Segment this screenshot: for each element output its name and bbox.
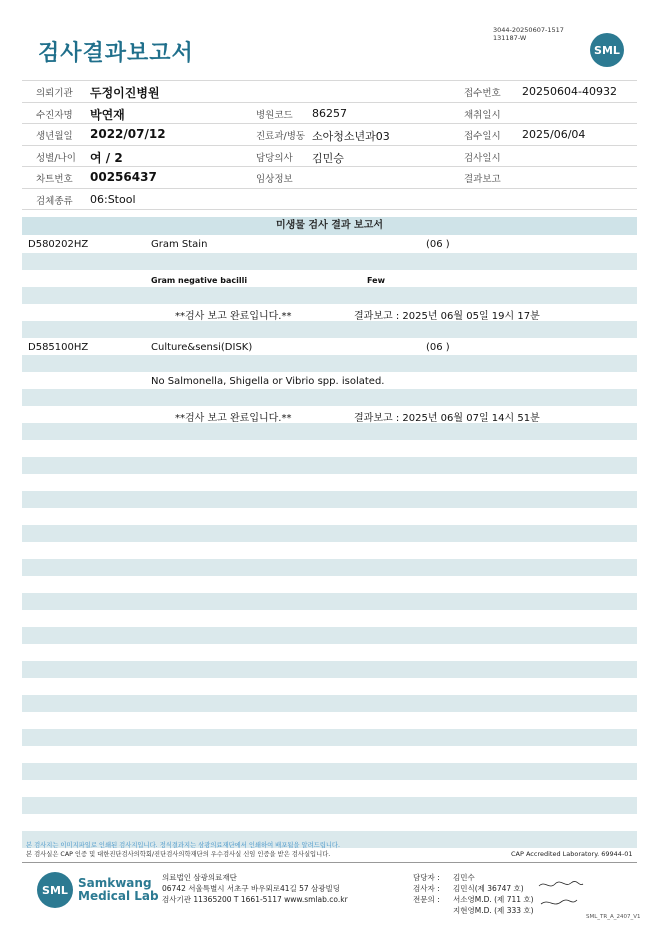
report-title: 검사결과보고서 xyxy=(38,41,194,66)
form-code: SML_TR_A_2407_V1 xyxy=(586,914,641,920)
test-code: D585100HZ xyxy=(28,342,89,353)
info-value: 두정이진병원 xyxy=(90,86,160,100)
info-value: 여 / 2 xyxy=(90,150,123,165)
footer-notice xyxy=(26,841,340,859)
info-row xyxy=(22,167,637,189)
row-stripe xyxy=(22,797,637,814)
footer-divider xyxy=(22,862,637,863)
row-stripe xyxy=(22,661,637,678)
info-label: 접수번호 xyxy=(464,88,501,99)
report-complete-message: **검사 보고 완료입니다.** xyxy=(175,413,292,424)
info-label: 임상정보 xyxy=(256,174,293,185)
staff-row xyxy=(413,894,534,905)
document-id-line2: 131187-W xyxy=(493,34,527,42)
result-amount: Few xyxy=(367,276,385,285)
staff-name: 서소영M.D. (제 711 호) xyxy=(453,895,534,904)
cap-accreditation: CAP Accredited Laboratory. 69944-01 xyxy=(511,850,633,858)
certification-notice: 본 검사실은 CAP 인증 및 대한진단검사의학회/진단검사의학재단의 우수검사실 신임 인증을 받은 검사실입니다. xyxy=(26,851,331,858)
lab-name: 의료법인 삼광의료재단 xyxy=(162,873,237,882)
info-value: 박연재 xyxy=(90,107,125,122)
row-stripe xyxy=(22,423,637,440)
test-code: D580202HZ xyxy=(28,239,89,250)
info-value: 20250604-40932 xyxy=(522,85,617,98)
info-row xyxy=(22,80,637,103)
row-stripe xyxy=(22,763,637,780)
info-row xyxy=(22,124,637,146)
info-value: 2022/07/12 xyxy=(90,127,166,141)
staff-row xyxy=(413,872,534,883)
info-label: 병원코드 xyxy=(256,109,293,121)
row-stripe xyxy=(22,593,637,610)
staff-role: 검사자 : xyxy=(413,884,440,893)
staff-name: 지현영M.D. (제 333 호) xyxy=(453,906,534,915)
document-id-line1: 3044-20250607-1517 xyxy=(493,26,564,34)
brand-name xyxy=(78,877,159,903)
row-stripe xyxy=(22,355,637,372)
row-stripe xyxy=(22,287,637,304)
image-print-notice: 본 검사지는 이미지파일로 인쇄된 검사지입니다. 정식결과지는 삼광의료재단에서 인쇄하여 배포됨을 알려드립니다. xyxy=(26,842,340,849)
info-label: 결과보고 xyxy=(464,174,501,185)
info-label: 생년월일 xyxy=(36,131,73,142)
report-datetime: 결과보고 : 2025년 06월 07일 14시 51분 xyxy=(354,413,540,424)
row-stripe xyxy=(22,491,637,508)
info-label: 담당의사 xyxy=(256,152,293,164)
row-stripe xyxy=(22,321,637,338)
info-label: 채취일시 xyxy=(464,109,501,121)
info-label: 성별/나이 xyxy=(36,152,76,164)
sml-footer-logo-icon: SML xyxy=(37,872,73,908)
info-value: 00256437 xyxy=(90,170,157,184)
sml-logo-icon: SML xyxy=(590,33,624,67)
lab-contact: 검사기관 11365200 T 1661-5117 www.smlab.co.kr xyxy=(162,895,348,904)
info-value: 소아청소년과03 xyxy=(312,130,390,143)
staff-role: 전문의 : xyxy=(413,895,440,904)
info-label: 의뢰기관 xyxy=(36,88,73,99)
report-complete-message: **검사 보고 완료입니다.** xyxy=(175,311,292,322)
row-stripe xyxy=(22,695,637,712)
info-label: 검사일시 xyxy=(464,152,501,164)
info-row xyxy=(22,146,637,168)
staff-role: 담당자 : xyxy=(413,873,440,882)
result-finding: No Salmonella, Shigella or Vibrio spp. isolated. xyxy=(151,376,385,387)
document-id xyxy=(493,26,564,42)
test-name: Culture&sensi(DISK) xyxy=(151,342,253,353)
row-stripe xyxy=(22,729,637,746)
test-name: Gram Stain xyxy=(151,239,208,250)
report-datetime: 결과보고 : 2025년 06월 05일 19시 17분 xyxy=(354,311,540,322)
info-value: 김민승 xyxy=(312,151,344,165)
row-stripe xyxy=(22,389,637,406)
staff-name: 김민식(제 36747 호) xyxy=(453,884,524,893)
row-stripe xyxy=(22,627,637,644)
info-label: 차트번호 xyxy=(36,174,73,185)
specimen-code: (06 ) xyxy=(426,342,450,353)
row-stripe xyxy=(22,559,637,576)
info-value: 2025/06/04 xyxy=(522,128,586,141)
lab-street: 06742 서울특별시 서초구 바우뫼로41길 57 삼광빌딩 xyxy=(162,884,341,893)
lab-address xyxy=(162,872,348,905)
info-label: 접수일시 xyxy=(464,131,501,142)
result-finding: Gram negative bacilli xyxy=(151,276,248,285)
brand-line1: Samkwang xyxy=(78,876,152,890)
info-label: 수진자명 xyxy=(36,109,73,121)
patient-info-table xyxy=(22,80,637,210)
info-value: 86257 xyxy=(312,106,347,120)
info-value: 06:Stool xyxy=(90,192,136,206)
row-stripe xyxy=(22,525,637,542)
info-row xyxy=(22,103,637,125)
info-label: 진료과/병동 xyxy=(256,131,306,142)
staff-row xyxy=(413,905,534,916)
results-header: 미생물 검사 결과 보고서 xyxy=(22,217,637,235)
staff-row xyxy=(413,883,534,894)
info-row xyxy=(22,189,637,211)
staff-name: 김민수 xyxy=(453,873,475,882)
row-stripe xyxy=(22,457,637,474)
info-label: 검체종류 xyxy=(36,195,73,207)
staff-list xyxy=(413,872,534,916)
row-stripe xyxy=(22,253,637,270)
specimen-code: (06 ) xyxy=(426,239,450,250)
signature-icon xyxy=(535,878,585,912)
brand-line2: Medical Lab xyxy=(78,889,159,903)
